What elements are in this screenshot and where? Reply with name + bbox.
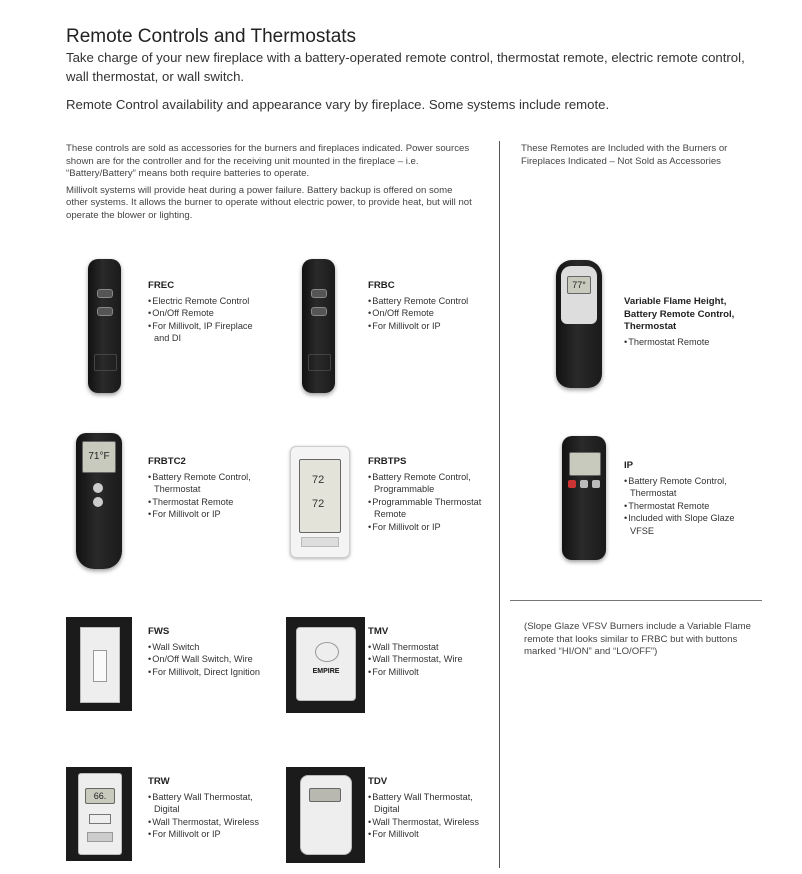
product-code: TMV — [368, 626, 389, 637]
column-divider — [499, 141, 500, 868]
page-title: Remote Controls and Thermostats — [66, 26, 357, 47]
off-button-image — [311, 307, 327, 316]
temp-reading: 72 — [312, 498, 325, 510]
accessories-note-p1: These controls are sold as accessories for the burners and fireplaces indicated. Power sources shown are for the controller and for the receiving unit mounted in the fireplace – i.e. “Battery/Battery” means both require batteries to operate. — [66, 143, 470, 179]
product-feature: • Battery Remote Control, Programmable — [368, 471, 488, 496]
button-icon — [93, 497, 103, 507]
off-button-image — [97, 307, 113, 316]
product-frbtc2 — [148, 456, 268, 521]
intro-text: Take charge of your new fireplace with a battery-operated remote control, thermostat remote, electric remote control, wall thermostat, or wall switch. — [66, 50, 745, 84]
trw-wall-thermostat-image — [66, 767, 132, 861]
temp-display: 66. — [85, 788, 115, 804]
button-row-icon — [301, 537, 339, 547]
frbtps-remote-image — [290, 446, 350, 558]
thermostat-body — [78, 773, 122, 855]
product-feature: • On/Off Remote — [148, 307, 268, 320]
switch-plate — [80, 627, 120, 703]
product-feature: • Wall Thermostat, Wireless — [368, 816, 493, 829]
product-code: FWS — [148, 626, 170, 637]
product-feature: • For Millivolt — [368, 666, 493, 679]
section-rule — [510, 600, 762, 601]
product-feature: • Wall Thermostat, Wireless — [148, 816, 273, 829]
product-feature: • For Millivolt or IP — [368, 521, 488, 534]
product-feature: • Thermostat Remote — [624, 500, 754, 513]
product-feature: • On/Off Wall Switch, Wire — [148, 653, 273, 666]
product-feature: • Battery Remote Control — [368, 295, 488, 308]
product-variable-flame — [624, 296, 754, 348]
product-code: TDV — [368, 776, 388, 787]
variable-flame-remote-image — [556, 260, 602, 388]
accessories-note-p2: Millivolt systems will provide heat during a power failure. Battery backup is offered on some other systems. It allows the burner to operate without electric power, to provide heat, but will not operate the blower or lighting. — [66, 184, 472, 221]
remote-grip-icon — [94, 354, 117, 371]
product-feature: • On/Off Remote — [368, 307, 488, 320]
button-row-icon — [568, 480, 600, 494]
button-row-icon — [87, 832, 113, 842]
programmable-display — [299, 459, 341, 533]
included-remotes-note: These Remotes are Included with the Burners or Fireplaces Indicated – Not Sold as Accessories — [521, 143, 728, 167]
product-feature: • Included with Slope Glaze VFSE — [624, 512, 754, 537]
product-feature: • For Millivolt, Direct Ignition — [148, 666, 273, 679]
product-feature: • Battery Remote Control, Thermostat — [624, 475, 754, 500]
product-frbc — [368, 280, 488, 332]
product-feature: • For Millivolt — [368, 828, 493, 841]
product-feature: • For Millivolt, IP Fireplace and DI — [148, 320, 268, 345]
product-frec — [148, 280, 268, 345]
ip-remote-image — [562, 436, 606, 560]
rocker-switch-icon — [93, 650, 107, 682]
product-feature: • For Millivolt or IP — [148, 508, 268, 521]
dial-icon — [315, 642, 339, 662]
product-code: FRBTC2 — [148, 456, 186, 467]
product-feature: • Battery Wall Thermostat, Digital — [368, 791, 493, 816]
product-feature: • Battery Remote Control, Thermostat — [148, 471, 268, 496]
product-fws — [148, 626, 273, 678]
tdv-wall-thermostat-image — [286, 767, 365, 863]
product-trw — [148, 776, 273, 841]
product-feature: • For Millivolt or IP — [368, 320, 488, 333]
frec-remote-image — [88, 259, 121, 393]
tmv-wall-thermostat-image — [286, 617, 365, 713]
product-feature: • Wall Thermostat — [368, 641, 493, 654]
fws-wall-switch-image — [66, 617, 132, 711]
product-code: FREC — [148, 280, 175, 291]
product-feature: • Electric Remote Control — [148, 295, 268, 308]
remote-grip-icon — [308, 354, 331, 371]
product-code: FRBC — [368, 280, 395, 291]
slope-glaze-note: (Slope Glaze VFSV Burners include a Variable Flame remote that looks similar to FRBC but with buttons marked “HI/ON” and “LO/OFF”) — [524, 621, 751, 657]
temp-display: 77° — [567, 276, 591, 294]
logo-icon — [89, 814, 111, 824]
product-frbtps — [368, 456, 488, 533]
product-code: IP — [624, 460, 634, 471]
product-feature: • Thermostat Remote — [148, 496, 268, 509]
product-feature: • Wall Switch — [148, 641, 273, 654]
on-button-image — [311, 289, 327, 298]
empire-logo: EMPIRE — [312, 668, 340, 675]
on-button-image — [97, 289, 113, 298]
frbtc2-remote-image — [76, 433, 122, 569]
thermostat-body — [300, 775, 352, 855]
temp-display — [309, 788, 341, 802]
product-feature: • Thermostat Remote — [624, 336, 754, 349]
product-code: FRBTPS — [368, 456, 407, 467]
temp-reading: 72 — [312, 474, 325, 486]
product-ip — [624, 460, 754, 537]
product-code: Variable Flame Height, Battery Remote Control, Thermostat — [624, 296, 735, 332]
availability-text: Remote Control availability and appearance vary by fireplace. Some systems include remote. — [66, 97, 610, 112]
thermostat-display: 71°F — [82, 441, 116, 473]
product-feature: • Battery Wall Thermostat, Digital — [148, 791, 273, 816]
product-tmv — [368, 626, 493, 678]
product-code: TRW — [148, 776, 170, 787]
button-icon — [93, 483, 103, 493]
remote-face — [561, 266, 597, 324]
product-feature: • For Millivolt or IP — [148, 828, 273, 841]
product-feature: • Programmable Thermostat Remote — [368, 496, 488, 521]
thermostat-body — [296, 627, 356, 701]
product-feature: • Wall Thermostat, Wire — [368, 653, 493, 666]
frbc-remote-image — [302, 259, 335, 393]
product-tdv — [368, 776, 493, 841]
ip-display — [569, 452, 601, 476]
accessories-note — [66, 143, 476, 222]
